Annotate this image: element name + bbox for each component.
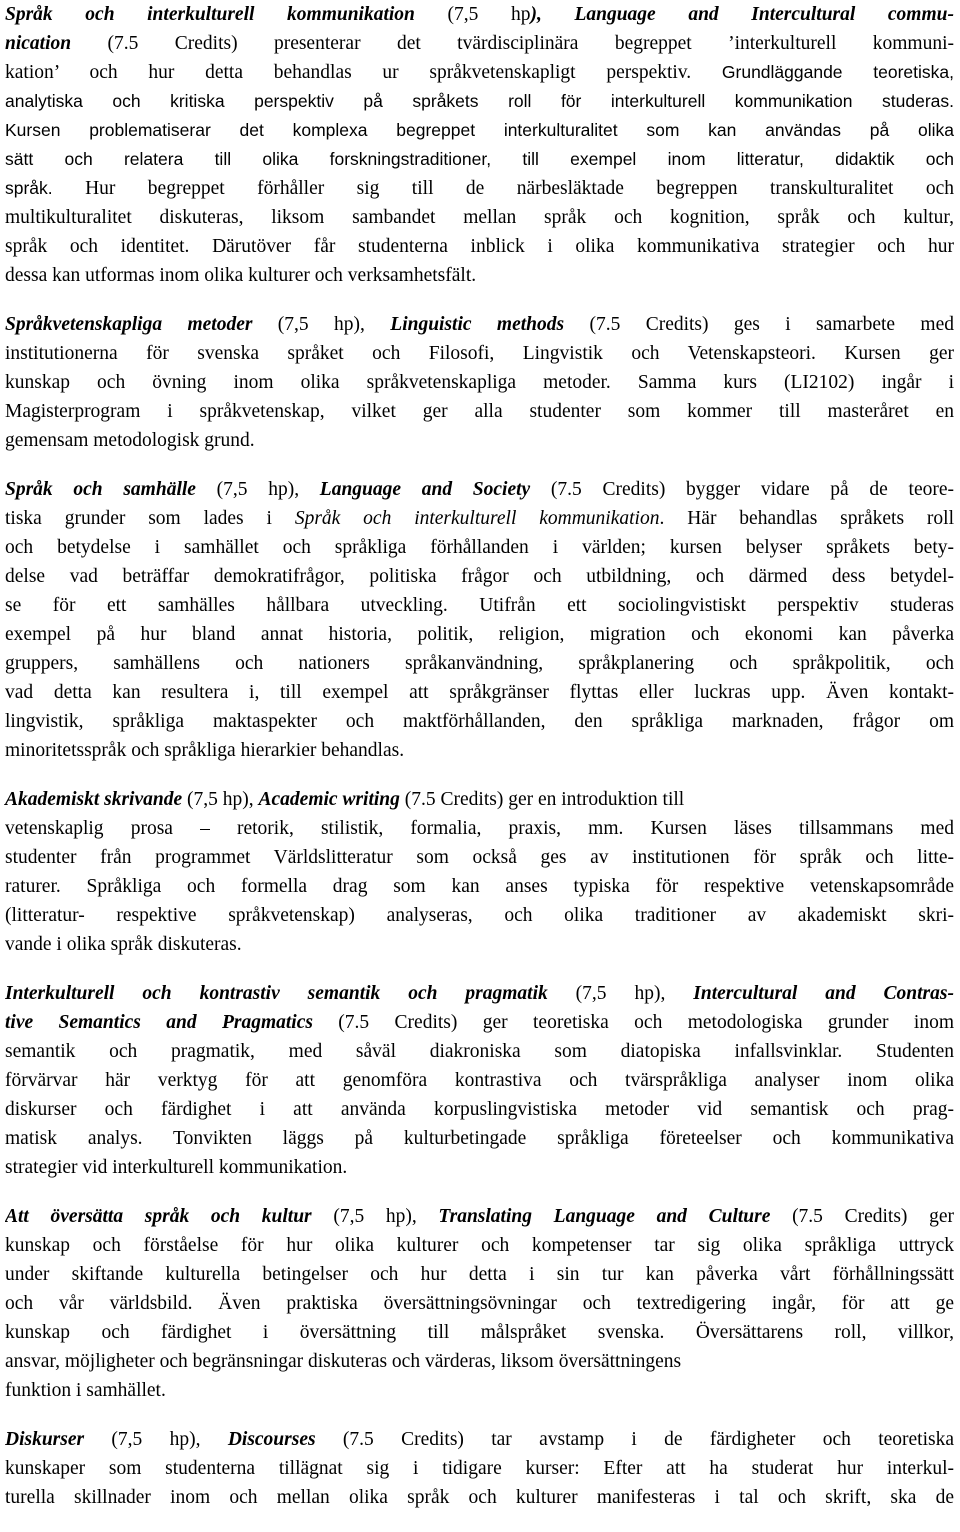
body-text: under skiftande kulturella betingelser och hur detta i sin tur kan påverka vårt förhållningssätt — [5, 1264, 954, 1285]
course-title-text: Språk och samhälle — [5, 479, 196, 500]
course-title-text: Att översätta språk och kultur — [5, 1206, 312, 1227]
text-line — [5, 29, 954, 58]
body-text: Magisterprogram i språkvetenskap, vilket ger alla studenter som kommer till masteråret en — [5, 401, 954, 422]
course-title-text: Academic writing — [258, 789, 400, 810]
text-line — [5, 1124, 954, 1153]
text-line — [5, 591, 954, 620]
text-line — [5, 562, 954, 591]
body-text: kunskap och övning inom olika språkvetenskapliga metoder. Samma kurs (LI2102) ingår i — [5, 372, 954, 393]
text-line — [5, 707, 954, 736]
paragraph-diskurser — [5, 1425, 954, 1512]
text-line — [5, 1008, 954, 1037]
text-line — [5, 1260, 954, 1289]
text-line — [5, 203, 954, 232]
text-line — [5, 426, 954, 455]
body-text: raturer. Språkliga och formella drag som kan anses typiska för respektive vetenskapsområde — [5, 876, 954, 897]
text-line — [5, 1202, 954, 1231]
body-text: Hur begreppet förhåller sig till de närbesläktade begreppen transkulturalitet och — [85, 178, 954, 199]
italic-text: Språk och interkulturell kommunikation — [294, 508, 660, 529]
body-text: (7,5 hp), — [252, 314, 391, 335]
text-line — [5, 785, 954, 814]
body-text: kunskaper som studenterna tillägnat sig i tidigare kurser: Efter att ha studerat hur interkul- — [5, 1458, 954, 1479]
body-text: kunskap och förståelse för hur olika kulturer och kompetenser tar sig olika språkliga uttryck — [5, 1235, 954, 1256]
text-line — [5, 145, 954, 174]
text-line — [5, 504, 954, 533]
body-text: (7.5 Credits) ger en introduktion till — [399, 789, 685, 810]
text-line — [5, 368, 954, 397]
text-line — [5, 1425, 954, 1454]
text-line — [5, 901, 954, 930]
text-line — [5, 1454, 954, 1483]
body-text: exempel på hur bland annat historia, politik, religion, migration och ekonomi kan påverka — [5, 624, 954, 645]
body-text: (7,5 hp), — [84, 1429, 228, 1450]
body-text: (7.5 Credits) ger — [770, 1206, 954, 1227]
body-text: se för ett samhälles hållbara utveckling. Utifrån ett sociolingvistiskt perspektiv studeras — [5, 595, 954, 616]
body-text: strategier vid interkulturell kommunikation. — [5, 1157, 348, 1178]
course-title-text: tive Semantics and Pragmatics — [5, 1012, 313, 1033]
body-text: minoritetsspråk och språkliga hierarkier behandlas. — [5, 740, 405, 761]
text-line — [5, 174, 954, 203]
body-text: dessa kan utformas inom olika kulturer och verksamhetsfält. — [5, 265, 477, 286]
body-text: analytiska och kritiska perspektiv på språkets roll för interkulturell kommunikation studeras. — [5, 91, 954, 111]
course-title-text: Language and Society — [319, 479, 531, 500]
body-text: (7,5 hp), — [195, 479, 320, 500]
text-line — [5, 814, 954, 843]
body-text: institutionerna för svenska språket och Filosofi, Lingvistik och Vetenskapsteori. Kursen ger — [5, 343, 954, 364]
paragraph-akademiskt-skrivande — [5, 785, 954, 959]
course-title-text: Diskurser — [5, 1429, 85, 1450]
text-line — [5, 232, 954, 261]
paragraph-sprak-och-interkulturell-kommunikation — [5, 0, 954, 290]
course-title-text: ), Language and Intercultural commu- — [530, 4, 954, 25]
text-line — [5, 872, 954, 901]
body-text: (7,5 hp), — [547, 983, 694, 1004]
course-title-text: Discourses — [227, 1429, 316, 1450]
body-text: delse vad beträffar demokratifrågor, politiska frågor och utbildning, och därmed dess betydel- — [5, 566, 954, 587]
body-text: funktion i samhället. — [5, 1380, 166, 1401]
text-line — [5, 0, 954, 29]
body-text: matisk analys. Tonvikten läggs på kulturbetingade språkliga företeelser och kommunikativa — [5, 1128, 954, 1149]
text-line — [5, 1376, 954, 1405]
body-text: semantik och pragmatik, med såväl diakroniska som diatopiska infallsvinklar. Studenten — [5, 1041, 954, 1062]
text-line — [5, 1231, 954, 1260]
body-text: vad detta kan resultera i, till exempel att språkgränser flyttas eller luckras upp. Även kontakt- — [5, 682, 954, 703]
course-title-text: Linguistic methods — [390, 314, 565, 335]
course-title-text: Translating Language and Culture — [438, 1206, 771, 1227]
body-text: (7.5 Credits) tar avstamp i de färdigheter och teoretiska — [315, 1429, 954, 1450]
body-text: gruppers, samhällens och nationers språkanvändning, språkplanering och språkpolitik, och — [5, 653, 954, 674]
text-line — [5, 339, 954, 368]
body-text: diskurser och färdighet i att använda korpuslingvistiska metoder vid semantisk och prag- — [5, 1099, 954, 1120]
body-text: och betydelse i samhället och språkliga förhållanden i världen; kursen belyser språkets bety- — [5, 537, 954, 558]
course-title-text: Interkulturell och kontrastiv semantik och pragmatik — [5, 983, 548, 1004]
text-line — [5, 843, 954, 872]
course-title-text: Intercultural and Contras- — [693, 983, 954, 1004]
course-title-text: Akademiskt skrivande — [5, 789, 183, 810]
body-text: förvärvar här verktyg för att genomföra kontrastiva och tvärspråkliga analyser inom olika — [5, 1070, 954, 1091]
body-text: Grundläggande teoretiska, — [721, 62, 954, 82]
body-text: (7,5 hp), — [182, 789, 259, 810]
text-line — [5, 58, 954, 87]
paragraph-sprakvetenskapliga-metoder — [5, 310, 954, 455]
body-text: Kursen problematiserar det komplexa begreppet interkulturalitet som kan användas på olika — [5, 120, 954, 140]
body-text: (7.5 Credits) ger teoretiska och metodologiska grunder inom — [312, 1012, 954, 1033]
paragraph-att-oversatta-sprak-och-kultur — [5, 1202, 954, 1405]
body-text: (litteratur- respektive språkvetenskap) analyseras, och olika traditioner av akademiskt skri- — [5, 905, 954, 926]
body-text: vetenskaplig prosa – retorik, stilistik, formalia, praxis, mm. Kursen läses tillsammans med — [5, 818, 954, 839]
text-line — [5, 649, 954, 678]
paragraph-interkulturell-och-kontrastiv-semantik — [5, 979, 954, 1182]
text-line — [5, 397, 954, 426]
course-title-text: Språkvetenskapliga metoder — [5, 314, 253, 335]
text-line — [5, 533, 954, 562]
course-title-text: Språk och interkulturell kommunikation — [5, 4, 415, 25]
body-text: (7.5 Credits) presenterar det tvärdisciplinära begreppet ’interkulturell kommuni- — [71, 33, 954, 54]
body-text: lingvistik, språkliga maktaspekter och maktförhållanden, den språkliga marknaden, frågor om — [5, 711, 954, 732]
text-line — [5, 1289, 954, 1318]
text-line — [5, 1066, 954, 1095]
body-text: (7.5 Credits) ges i samarbete med — [564, 314, 954, 335]
body-text: . Här behandlas språkets roll — [659, 508, 954, 529]
text-line — [5, 678, 954, 707]
text-line — [5, 1318, 954, 1347]
body-text: turella skillnader inom och mellan olika språk och kulturer manifesteras i tal och skrift, ska de — [5, 1487, 954, 1508]
body-text: tiska grunder som lades i — [5, 508, 295, 529]
text-line — [5, 620, 954, 649]
course-title-text: nication — [5, 33, 72, 54]
text-line — [5, 736, 954, 765]
text-line — [5, 1037, 954, 1066]
text-line — [5, 116, 954, 145]
body-text: multikulturalitet diskuteras, liksom sambandet mellan språk och kognition, språk och kultur, — [5, 207, 954, 228]
body-text: och vår världsbild. Även praktiska översättningsövningar och textredigering ingår, för att ge — [5, 1293, 954, 1314]
body-text: studenter från programmet Världslitteratur som också ges av institutionen för språk och litte- — [5, 847, 954, 868]
text-line — [5, 979, 954, 1008]
body-text: språk. — [5, 178, 86, 198]
paragraph-sprak-och-samhalle — [5, 475, 954, 765]
text-line — [5, 475, 954, 504]
text-line — [5, 1153, 954, 1182]
body-text: sätt och relatera till olika forskningstraditioner, till exempel inom litteratur, didaktik och — [5, 149, 954, 169]
text-line — [5, 930, 954, 959]
body-text: språk och identitet. Därutöver får studenterna inblick i olika kommunikativa strategier och hur — [5, 236, 954, 257]
body-text: gemensam metodologisk grund. — [5, 430, 255, 451]
body-text: vande i olika språk diskuteras. — [5, 934, 242, 955]
text-line — [5, 1483, 954, 1512]
body-text: kation’ och hur detta behandlas ur språkvetenskapligt perspektiv. — [5, 62, 722, 83]
text-line — [5, 87, 954, 116]
text-line — [5, 310, 954, 339]
body-text: (7,5 hp), — [311, 1206, 439, 1227]
body-text: kunskap och färdighet i översättning till målspråket svenska. Översättarens roll, villkor, — [5, 1322, 954, 1343]
body-text: ansvar, möjligheter och begränsningar diskuteras och värderas, liksom översättningens — [5, 1351, 682, 1372]
text-line — [5, 1095, 954, 1124]
body-text: (7.5 Credits) bygger vidare på de teore- — [530, 479, 954, 500]
text-line — [5, 261, 954, 290]
text-line — [5, 1347, 954, 1376]
body-text: (7,5 hp — [414, 4, 531, 25]
